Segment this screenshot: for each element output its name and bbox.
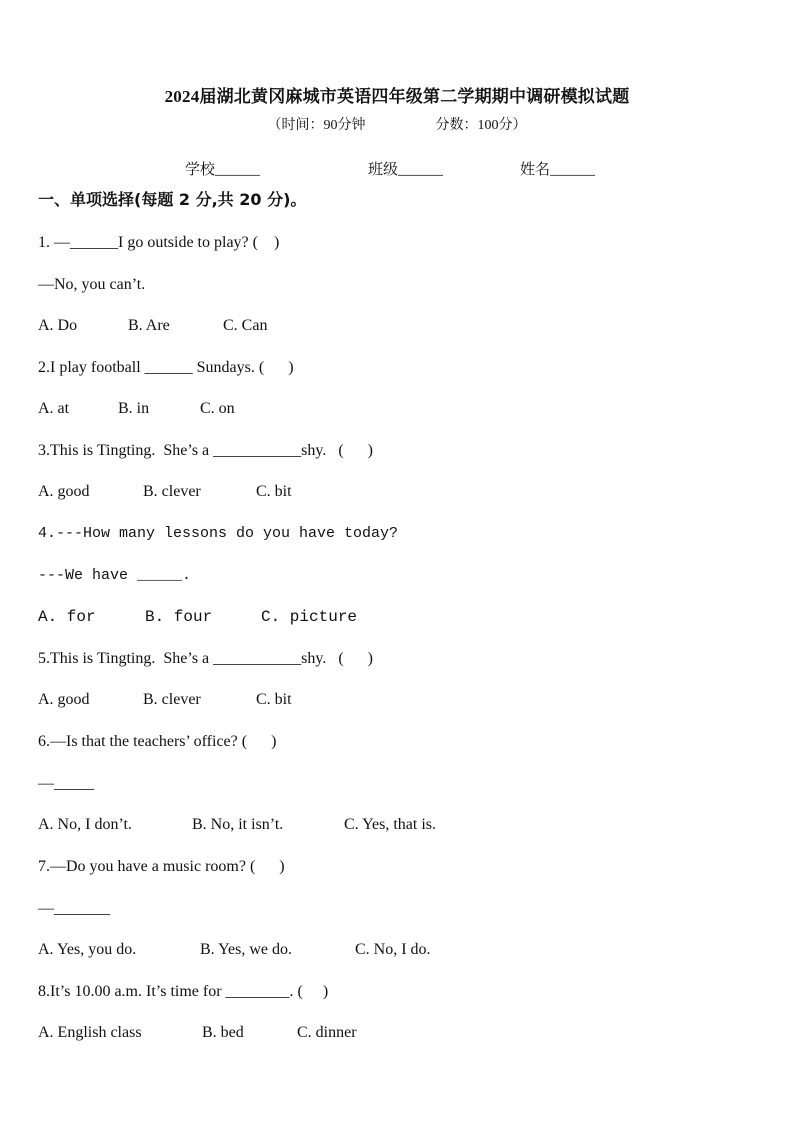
question-stem: 7.—Do you have a music room? ( ) (38, 858, 285, 875)
time-label: （时间：90分钟 (267, 118, 366, 133)
question-answer-line: ---We have _____. (38, 567, 192, 584)
question-answer-line: —_______ (38, 900, 110, 917)
question-stem: 5.This is Tingting. She’s a ___________shy. ( ) (38, 650, 373, 667)
question-stem: 3.This is Tingting. She’s a ___________shy. ( ) (38, 442, 373, 459)
page-title: 2024届湖北黄冈麻城市英语四年级第二学期期中调研模拟试题 (164, 87, 630, 106)
school-field: 学校______ (185, 162, 261, 178)
option-b: B. clever (143, 483, 201, 500)
section-heading: 一、单项选择(每题 2 分,共 20 分)。 (38, 190, 307, 209)
option-b: B. bed (202, 1024, 244, 1041)
option-c: C. Can (223, 317, 268, 334)
question-stem: 4.---How many lessons do you have today? (38, 525, 399, 542)
option-a: A. at (38, 400, 70, 417)
name-field: 姓名______ (520, 162, 596, 178)
class-field: 班级______ (368, 162, 444, 178)
question-answer-line: —_____ (38, 775, 94, 792)
option-a: A. for (38, 608, 96, 626)
option-c: C. bit (256, 691, 292, 708)
option-b: B. in (118, 400, 150, 417)
option-a: A. good (38, 691, 90, 708)
option-c: C. on (200, 400, 235, 417)
option-a: A. English class (38, 1024, 142, 1041)
option-a: A. Yes, you do. (38, 941, 137, 958)
option-b: B. four (145, 608, 213, 626)
question-stem: 8.It’s 10.00 a.m. It’s time for ________. ( ) (38, 983, 329, 1000)
question-answer-line: —No, you can’t. (38, 276, 146, 293)
exam-meta (0, 117, 794, 135)
option-b: B. clever (143, 691, 201, 708)
option-b: B. Are (128, 317, 170, 334)
option-a: A. No, I don’t. (38, 816, 132, 833)
option-a: A. good (38, 483, 90, 500)
score-label: 分数：100分） (435, 118, 527, 133)
option-c: C. picture (261, 608, 358, 626)
option-b: B. Yes, we do. (200, 941, 293, 958)
option-c: C. dinner (297, 1024, 357, 1041)
question-stem: 2.I play football ______ Sundays. ( ) (38, 359, 294, 376)
option-a: A. Do (38, 317, 78, 334)
option-c: C. bit (256, 483, 292, 500)
question-stem: 1. —______I go outside to play? ( ) (38, 234, 280, 251)
question-stem: 6.—Is that the teachers’ office? ( ) (38, 733, 277, 750)
option-b: B. No, it isn’t. (192, 816, 284, 833)
option-c: C. No, I do. (355, 941, 431, 958)
option-c: C. Yes, that is. (344, 816, 437, 833)
